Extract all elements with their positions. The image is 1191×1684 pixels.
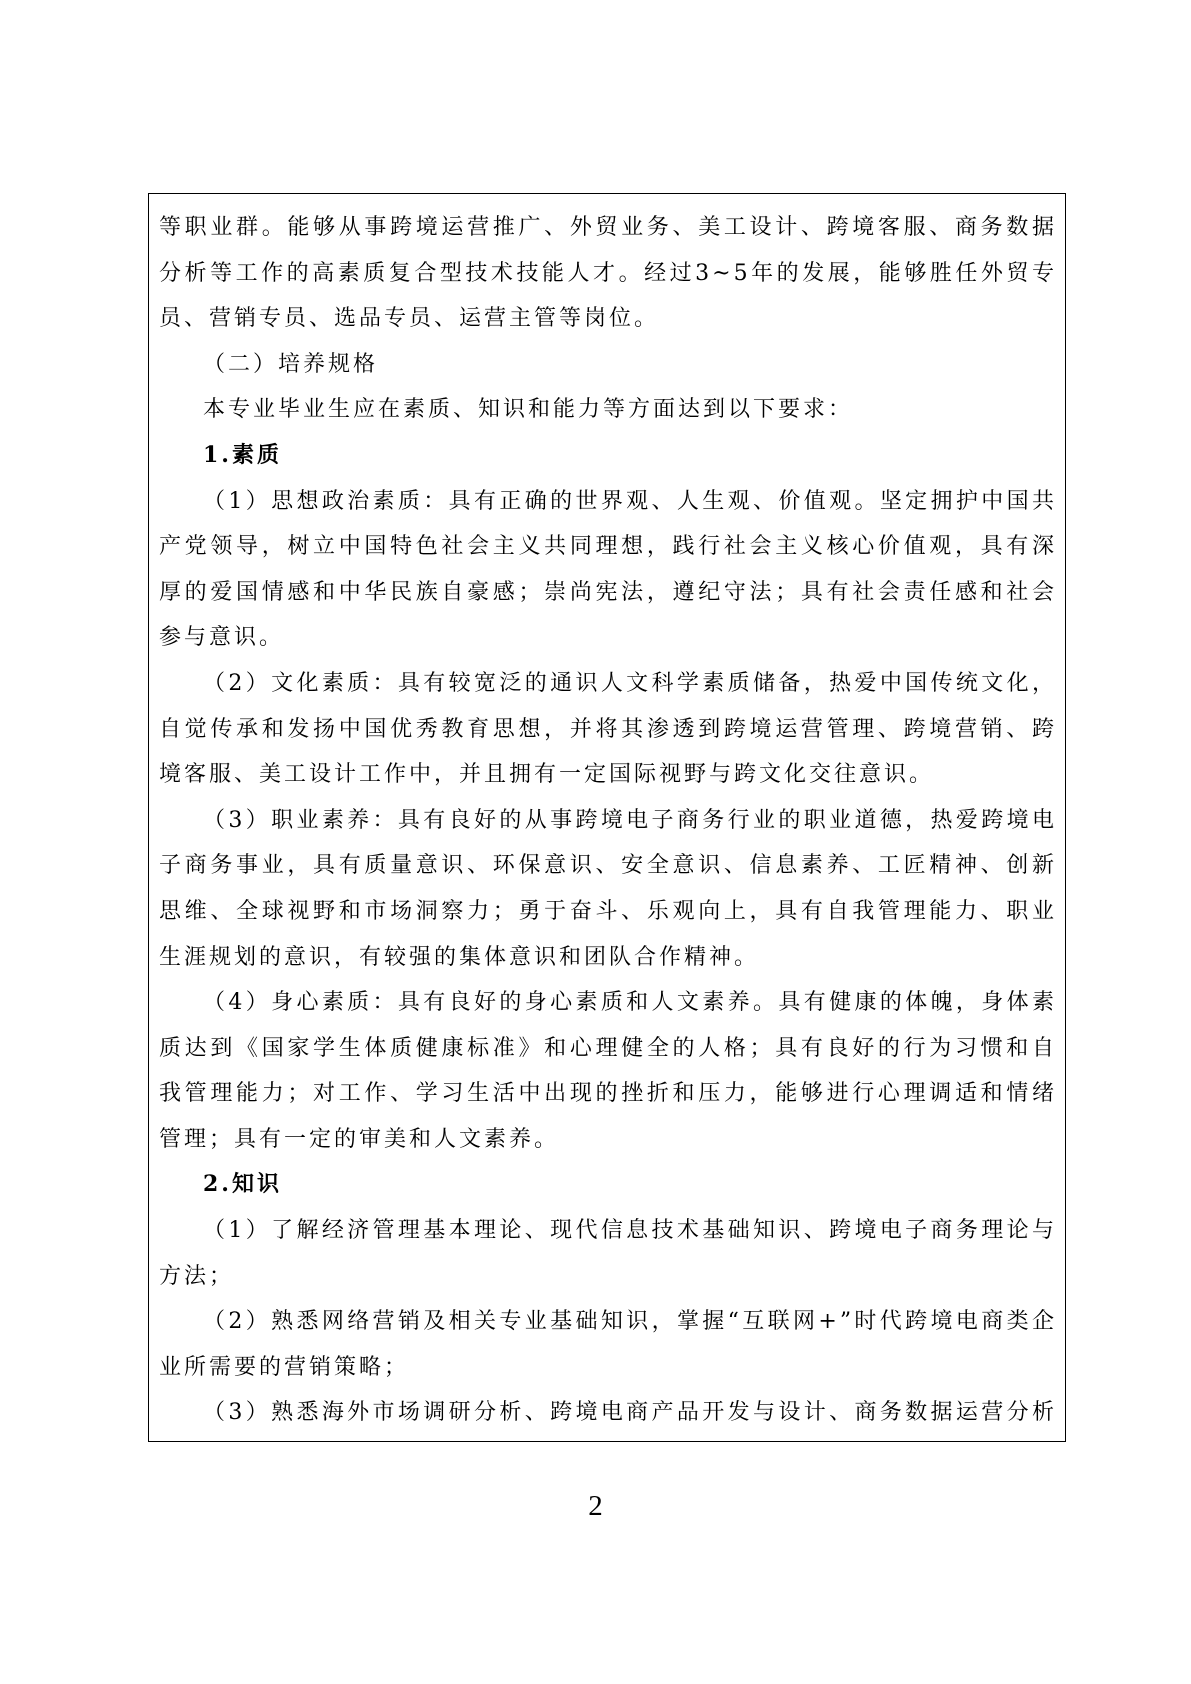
paragraph-quality-professional: （3）职业素养：具有良好的从事跨境电子商务行业的职业道德，热爱跨境电子商务事业，具有质量意识、环保意识、安全意识、信息素养、工匠精神、创新思维、全球视野和市场洞察力；勇于奋斗、乐观向上，具有自我管理能力、职业生涯规划的意识，有较强的集体意识和团队合作精神。 bbox=[159, 807, 1057, 970]
paragraph-knowledge-3: （3）熟悉海外市场调研分析、跨境电商产品开发与设计、商务数据运营分析 bbox=[203, 1400, 1057, 1426]
heading-quality: 1.素质 bbox=[203, 441, 282, 468]
paragraph-knowledge-1: （1）了解经济管理基本理论、现代信息技术基础知识、跨境电子商务理论与方法； bbox=[159, 1218, 1057, 1289]
heading-knowledge: 2.知识 bbox=[203, 1171, 282, 1198]
paragraph-quality-political: （1）思想政治素质：具有正确的世界观、人生观、价值观。坚定拥护中国共产党领导，树立中国特色社会主义共同理想，践行社会主义核心价值观，具有深厚的爱国情感和中华民族自豪感；崇尚宪法，遵纪守法；具有社会责任感和社会参与意识。 bbox=[159, 488, 1057, 651]
section-title-training-spec: （二）培养规格 bbox=[203, 351, 379, 377]
paragraph-quality-cultural: （2）文化素质：具有较宽泛的通识人文科学素质储备，热爱中国传统文化，自觉传承和发扬中国优秀教育思想，并将其渗透到跨境运营管理、跨境营销、跨境客服、美工设计工作中，并且拥有一定国际视野与跨文化交往意识。 bbox=[159, 670, 1057, 788]
paragraph-knowledge-2: （2）熟悉网络营销及相关专业基础知识，掌握“互联网+”时代跨境电商类企业所需要的营销策略； bbox=[159, 1309, 1057, 1380]
content-frame bbox=[148, 193, 1066, 1442]
paragraph-requirements-intro: 本专业毕业生应在素质、知识和能力等方面达到以下要求： bbox=[203, 397, 854, 423]
page-number: 2 bbox=[588, 1490, 603, 1522]
document-body bbox=[159, 205, 1057, 1442]
paragraph-quality-physical-mental: （4）身心素质：具有良好的身心素质和人文素养。具有健康的体魄，身体素质达到《国家学生体质健康标准》和心理健全的人格；具有良好的行为习惯和自我管理能力；对工作、学习生活中出现的挫折和压力，能够进行心理调适和情绪管理；具有一定的审美和人文素养。 bbox=[159, 990, 1057, 1152]
paragraph-career-group: 等职业群。能够从事跨境运营推广、外贸业务、美工设计、跨境客服、商务数据分析等工作的高素质复合型技术技能人才。经过3~5年的发展，能够胜任外贸专员、营销专员、选品专员、运营主管等岗位。 bbox=[159, 215, 1057, 332]
